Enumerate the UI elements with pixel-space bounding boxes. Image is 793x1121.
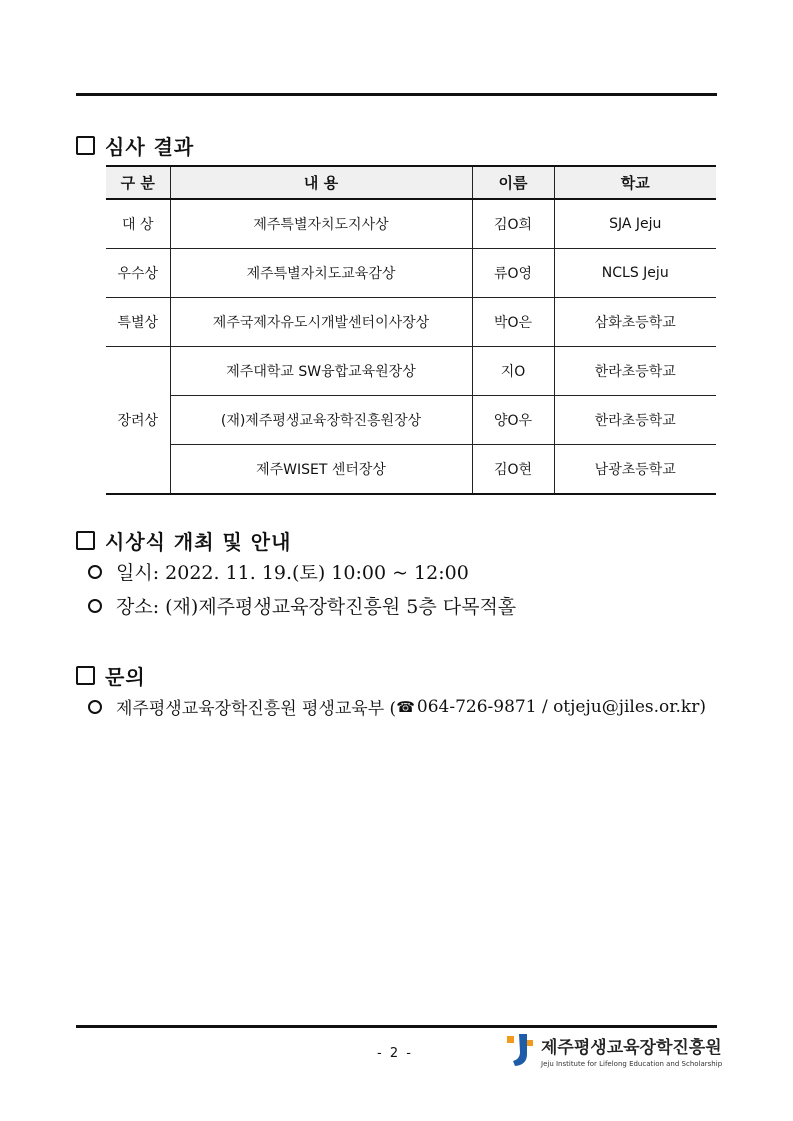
table-row xyxy=(106,396,716,445)
table-header-row xyxy=(106,166,716,199)
cell-award: 제주국제자유도시개발센터이사장상 xyxy=(170,298,472,347)
cell-name: 류O영 xyxy=(472,249,554,298)
checkbox-square-icon xyxy=(76,666,95,685)
cell-category: 장려상 xyxy=(106,347,170,495)
cell-category: 우수상 xyxy=(106,249,170,298)
institute-logo-mark-icon xyxy=(505,1032,535,1068)
cell-school: NCLS Jeju xyxy=(554,249,716,298)
cell-name: 양O우 xyxy=(472,396,554,445)
cell-name: 김O희 xyxy=(472,199,554,249)
page-number: - 2 - xyxy=(377,1046,413,1061)
cell-school: 삼화초등학교 xyxy=(554,298,716,347)
section-title-results xyxy=(76,131,194,160)
ceremony-place-text: 장소: (재)제주평생교육장학진흥원 5층 다목적홀 xyxy=(116,596,517,618)
ceremony-place xyxy=(88,592,516,619)
cell-award: 제주특별자치도교육감상 xyxy=(170,249,472,298)
top-divider xyxy=(76,93,717,96)
checkbox-square-icon xyxy=(76,136,95,155)
logo-name-ko: 제주평생교육장학진흥원 xyxy=(541,1037,722,1058)
header-category: 구 분 xyxy=(106,166,170,199)
header-school: 학교 xyxy=(554,166,716,199)
checkbox-square-icon xyxy=(76,531,95,550)
cell-name: 김O현 xyxy=(472,445,554,495)
contact-suffix: 064-726-9871 / otjeju@jiles.or.kr) xyxy=(416,696,706,717)
section-title-ceremony xyxy=(76,526,291,555)
section-title-text: 시상식 개최 및 안내 xyxy=(105,530,292,554)
table-row xyxy=(106,249,716,298)
institute-logo xyxy=(505,1032,722,1068)
circle-bullet-icon xyxy=(88,700,102,714)
contact-line xyxy=(88,694,706,719)
ceremony-date xyxy=(88,558,469,585)
cell-award: 제주대학교 SW융합교육원장상 xyxy=(170,347,472,396)
cell-school: 한라초등학교 xyxy=(554,347,716,396)
cell-award: (재)제주평생교육장학진흥원장상 xyxy=(170,396,472,445)
table-row xyxy=(106,445,716,495)
cell-school: 남광초등학교 xyxy=(554,445,716,495)
circle-bullet-icon xyxy=(88,599,102,613)
cell-award: 제주WISET 센터장상 xyxy=(170,445,472,495)
logo-text-block xyxy=(541,1033,722,1068)
cell-school: SJA Jeju xyxy=(554,199,716,249)
cell-name: 박O은 xyxy=(472,298,554,347)
table-row xyxy=(106,298,716,347)
cell-category: 특별상 xyxy=(106,298,170,347)
header-name: 이름 xyxy=(472,166,554,199)
circle-bullet-icon xyxy=(88,565,102,579)
cell-award: 제주특별자치도지사상 xyxy=(170,199,472,249)
contact-prefix: 제주평생교육장학진흥원 평생교육부 ( xyxy=(116,699,397,719)
cell-school: 한라초등학교 xyxy=(554,396,716,445)
bottom-divider xyxy=(76,1025,717,1028)
section-title-text: 심사 결과 xyxy=(105,135,195,159)
table-row xyxy=(106,199,716,249)
cell-name: 지O xyxy=(472,347,554,396)
header-award: 내 용 xyxy=(170,166,472,199)
cell-category: 대 상 xyxy=(106,199,170,249)
results-table xyxy=(106,165,716,495)
section-title-text: 문의 xyxy=(105,665,146,689)
table-row xyxy=(106,347,716,396)
section-title-inquiry xyxy=(76,661,146,690)
ceremony-date-text: 일시: 2022. 11. 19.(토) 10:00 ~ 12:00 xyxy=(116,562,469,584)
logo-name-en: Jeju Institute for Lifelong Education and Scholarship xyxy=(541,1059,723,1068)
phone-icon: ☎ xyxy=(396,697,415,716)
